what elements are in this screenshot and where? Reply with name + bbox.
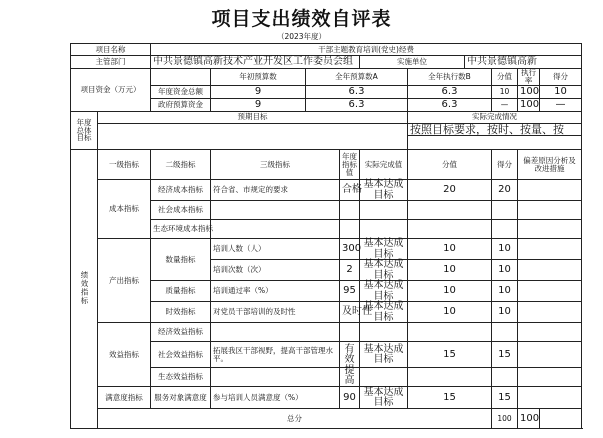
impl-unit-value: 中共景德镇高新 xyxy=(465,56,582,69)
target-cell: 2 xyxy=(340,260,360,281)
l3-cell: 拓展我区干部视野，提高干部管理水平。 xyxy=(211,342,340,368)
target-cell: 300 xyxy=(340,239,360,260)
l3-cell: 符合省、市规定的要求 xyxy=(211,180,340,201)
actual-cell: 基本达成目标 xyxy=(360,342,408,368)
l1-cost: 成本指标 xyxy=(98,180,151,239)
fund-header-initial: 年初预算数 xyxy=(211,69,306,86)
deviation-cell xyxy=(518,281,582,302)
score-cell: 10 xyxy=(492,239,518,260)
fund-label: 项目资金（万元） xyxy=(71,69,151,112)
impl-unit-label: 实施单位 xyxy=(360,56,465,69)
ind-header-deviation: 偏差原因分析及改进措施 xyxy=(518,150,582,180)
deviation-cell xyxy=(518,342,582,368)
fund-row-header-blank xyxy=(151,69,211,86)
actual-cell: 基本达成目标 xyxy=(360,180,408,201)
deviation-cell xyxy=(518,387,582,409)
table-row xyxy=(71,239,582,260)
fund-header-score: 得分 xyxy=(540,69,582,86)
value-cell: 10 xyxy=(408,260,492,281)
fund-header-exec-rate: 执行率 xyxy=(518,69,540,86)
fund-row-label: 政府预算资金 xyxy=(151,98,211,111)
ind-header-value: 分值 xyxy=(408,150,492,180)
actual-cell: 基本达成目标 xyxy=(360,281,408,302)
score-cell: 15 xyxy=(492,342,518,368)
ind-header-actual: 实际完成值 xyxy=(360,150,408,180)
total-row xyxy=(71,409,582,429)
l2-cell: 生态环境成本指标 xyxy=(151,220,211,239)
l2-cell: 经济效益指标 xyxy=(151,323,211,342)
total-score: 100 xyxy=(518,409,540,429)
value-cell: 15 xyxy=(408,342,492,368)
target-cell: 及时性 xyxy=(340,302,360,323)
fund-exec-rate: 100 xyxy=(518,85,540,98)
target-cell: 有效提高 xyxy=(340,342,360,368)
self-evaluation-table xyxy=(70,43,582,429)
goal-actual-value: 按照目标要求，按时、按量、按 xyxy=(408,123,582,136)
l3-cell: 培训通过率（%） xyxy=(211,281,340,302)
l1-benefit: 效益指标 xyxy=(98,323,151,387)
l3-cell: 培训人数（人） xyxy=(211,239,340,260)
goal-label: 年度总体目标 xyxy=(71,111,98,150)
value-cell: 20 xyxy=(408,180,492,201)
document-title: 项目支出绩效自评表 xyxy=(211,8,392,30)
perf-label: 绩效指标 xyxy=(71,150,98,429)
project-name: 干部主题教育培训(党史)经费 xyxy=(151,44,582,56)
deviation-cell xyxy=(518,260,582,281)
l2-cell: 质量指标 xyxy=(151,281,211,302)
fund-exec-rate: 100 xyxy=(518,98,540,111)
l2-cell: 社会效益指标 xyxy=(151,342,211,368)
ind-header-l2: 二级指标 xyxy=(151,150,211,180)
target-cell: 95 xyxy=(340,281,360,302)
score-cell: 10 xyxy=(492,302,518,323)
l2-cell: 生态效益指标 xyxy=(151,368,211,387)
actual-cell: 基本达成目标 xyxy=(360,239,408,260)
fund-initial: 9 xyxy=(211,98,306,111)
fund-executed: 6.3 xyxy=(408,98,492,111)
fund-score: — xyxy=(540,98,582,111)
actual-cell: 基本达成目标 xyxy=(360,387,408,409)
fund-score-value: — xyxy=(492,98,518,111)
goal-actual-blank xyxy=(408,136,582,150)
fund-annual: 6.3 xyxy=(306,98,408,111)
table-row xyxy=(71,387,582,409)
goal-actual-header: 实际完成情况 xyxy=(408,111,582,123)
total-value: 100 xyxy=(492,409,518,429)
total-deviation xyxy=(540,409,582,429)
l3-cell: 培训次数（次） xyxy=(211,260,340,281)
fund-initial: 9 xyxy=(211,85,306,98)
l2-cell: 时效指标 xyxy=(151,302,211,323)
dept-value: 中共景德镇高新技术产业开发区工作委员会组 xyxy=(151,56,360,69)
score-cell: 15 xyxy=(492,387,518,409)
year-label: （2023年度） xyxy=(276,32,327,41)
target-cell: 90 xyxy=(340,387,360,409)
fund-header-executed: 全年执行数B xyxy=(408,69,492,86)
l2-cell: 服务对象满意度 xyxy=(151,387,211,409)
deviation-cell xyxy=(518,239,582,260)
l3-cell: 参与培训人员满意度（%） xyxy=(211,387,340,409)
l2-cell: 社会成本指标 xyxy=(151,201,211,220)
actual-cell: 基本达成目标 xyxy=(360,302,408,323)
fund-score: 10 xyxy=(540,85,582,98)
value-cell: 15 xyxy=(408,387,492,409)
fund-executed: 6.3 xyxy=(408,85,492,98)
dept-label: 主管部门 xyxy=(71,56,151,69)
target-cell: 合格 xyxy=(340,180,360,201)
goal-expected-value xyxy=(98,123,408,150)
fund-header-score-value: 分值 xyxy=(492,69,518,86)
value-cell: 10 xyxy=(408,302,492,323)
l2-cell: 数量指标 xyxy=(151,239,211,281)
score-cell: 10 xyxy=(492,281,518,302)
fund-row-label: 年度资金总额 xyxy=(151,85,211,98)
ind-header-target: 年度指标值 xyxy=(340,150,360,180)
ind-header-l3: 三级指标 xyxy=(211,150,340,180)
goal-expected-header: 预期目标 xyxy=(98,111,408,123)
fund-annual: 6.3 xyxy=(306,85,408,98)
l3-cell: 对党员干部培训的及时性 xyxy=(211,302,340,323)
fund-header-annual: 全年预算数A xyxy=(306,69,408,86)
ind-header-score: 得分 xyxy=(492,150,518,180)
table-row xyxy=(71,323,582,342)
actual-cell: 基本达成目标 xyxy=(360,260,408,281)
total-label: 总分 xyxy=(98,409,492,429)
deviation-cell xyxy=(518,180,582,201)
deviation-cell xyxy=(518,302,582,323)
l1-output: 产出指标 xyxy=(98,239,151,323)
ind-header-l1: 一级指标 xyxy=(98,150,151,180)
value-cell: 10 xyxy=(408,239,492,260)
fund-score-value: 10 xyxy=(492,85,518,98)
value-cell: 10 xyxy=(408,281,492,302)
table-row xyxy=(71,180,582,201)
l2-cell: 经济成本指标 xyxy=(151,180,211,201)
l1-satisfaction: 满意度指标 xyxy=(98,387,151,409)
score-cell: 10 xyxy=(492,260,518,281)
score-cell: 20 xyxy=(492,180,518,201)
project-name-label: 项目名称 xyxy=(71,44,151,56)
